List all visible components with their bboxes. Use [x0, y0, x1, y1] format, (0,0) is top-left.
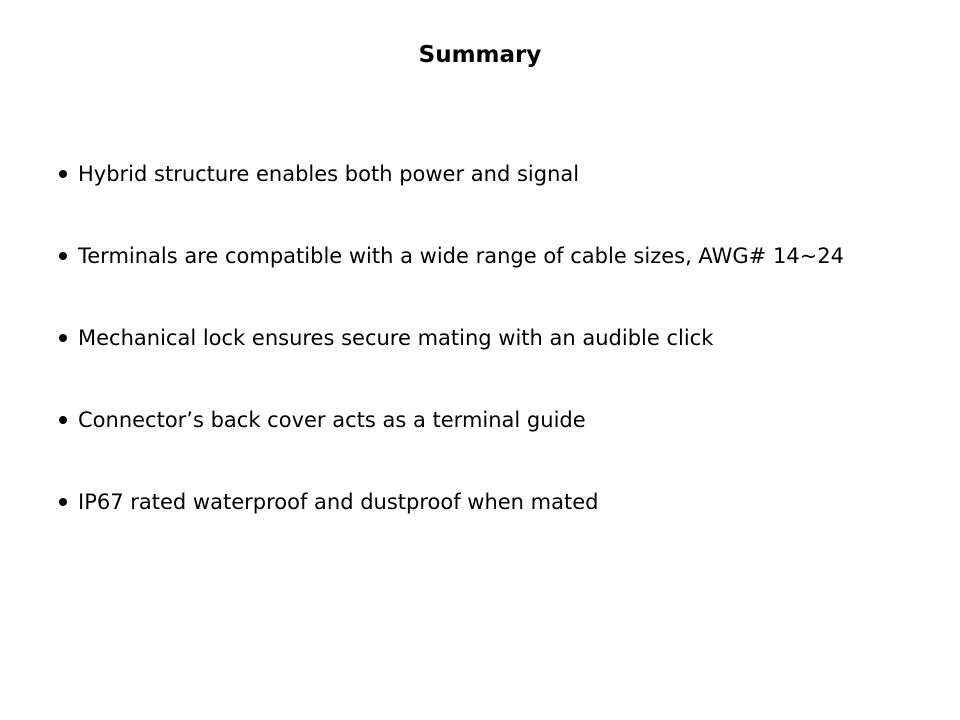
bullet-text: Terminals are compatible with a wide range of cable sizes, AWG# 14~24 [78, 244, 844, 268]
bullet-dot-icon [59, 416, 67, 424]
bullet-item [56, 158, 886, 190]
bullet-dot-icon [59, 334, 67, 342]
bullet-dot-icon [59, 170, 67, 178]
bullet-dot-icon [59, 498, 67, 506]
bullet-item [56, 404, 886, 436]
bullet-text: Hybrid structure enables both power and signal [78, 162, 580, 186]
bullet-item [56, 240, 886, 272]
bullet-text: Mechanical lock ensures secure mating with an audible click [78, 326, 714, 350]
bullet-text: Connector’s back cover acts as a terminal guide [78, 408, 586, 432]
bullet-list [56, 158, 886, 518]
bullet-item [56, 322, 886, 354]
bullet-item [56, 486, 886, 518]
slide-title: Summary [418, 42, 542, 68]
bullet-text: IP67 rated waterproof and dustproof when mated [78, 490, 599, 514]
bullet-dot-icon [59, 252, 67, 260]
